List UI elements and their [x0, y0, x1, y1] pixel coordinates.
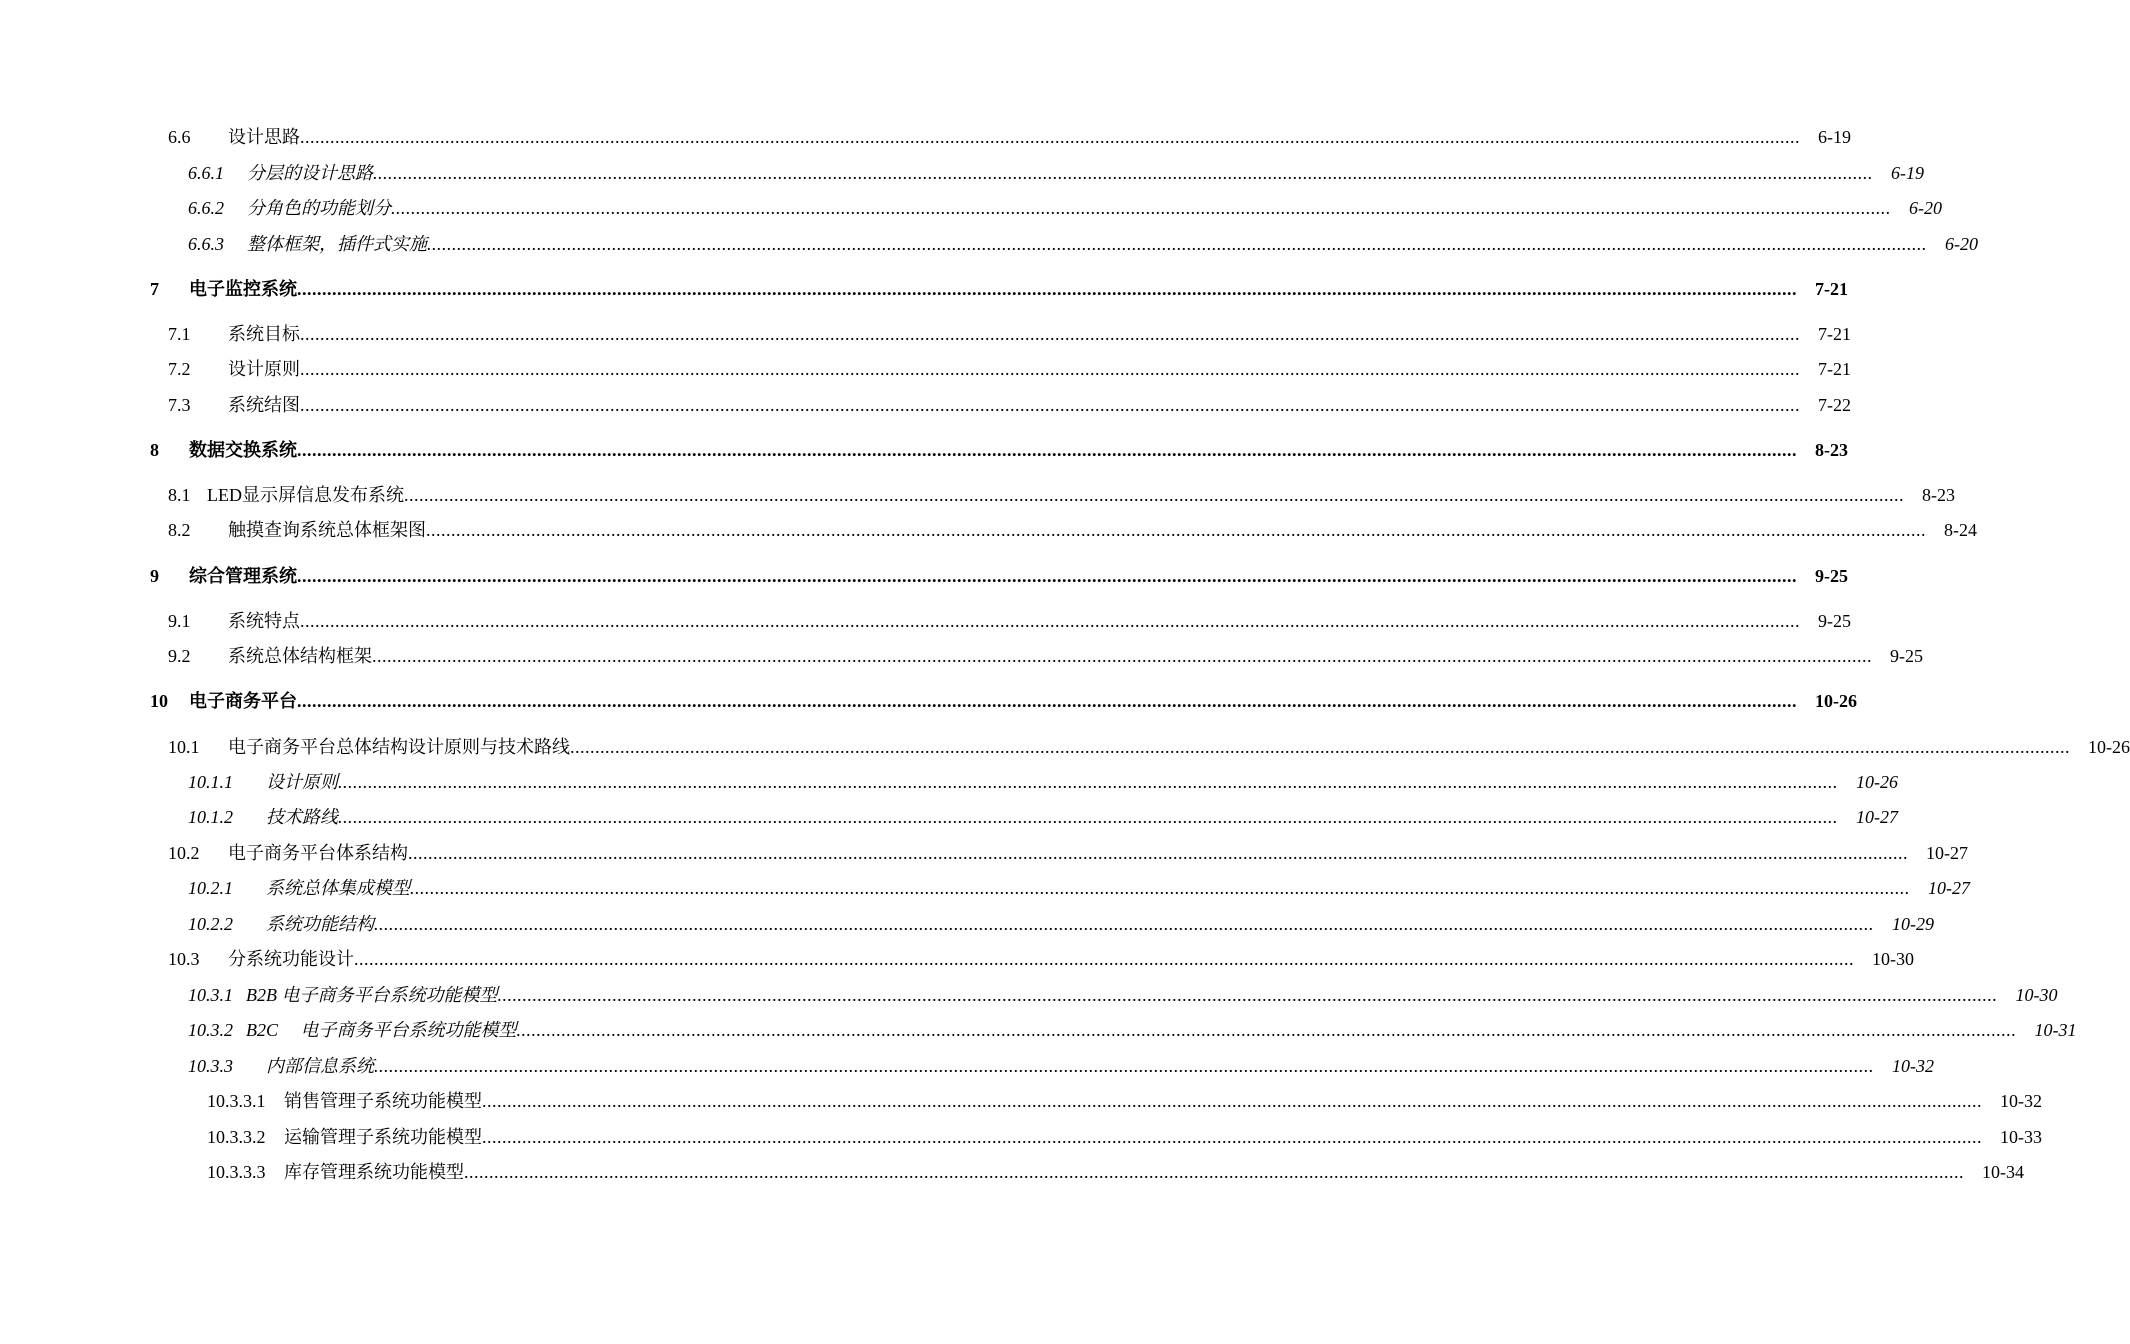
toc-entry[interactable]: [207, 1090, 2042, 1112]
toc-page-number: 10-27: [1926, 843, 1968, 863]
toc-page-number: 10-29: [1892, 914, 1934, 934]
leader-dots: ............................................................................................................................................................................................................................................................................................................: [410, 878, 1910, 898]
toc-number: 6.6.1: [188, 163, 224, 183]
toc-title: 系统特点: [228, 611, 300, 631]
toc-number: 10.1.1: [188, 772, 233, 792]
toc-page-number: 10-27: [1856, 807, 1898, 827]
toc-title: 设计原则: [228, 359, 300, 379]
leader-dots: ............................................................................................................................................................................................................................................................................................................: [373, 163, 1873, 183]
leader-dots: ............................................................................................................................................................................................................................................................................................................: [391, 198, 1891, 218]
toc-entry[interactable]: [168, 484, 1955, 506]
toc-title: 销售管理子系统功能模型: [284, 1091, 482, 1111]
toc-entry[interactable]: [188, 1019, 2077, 1041]
leader-dots: ............................................................................................................................................................................................................................................................................................................: [570, 737, 2070, 757]
toc-entry[interactable]: [168, 394, 1851, 416]
toc-entry[interactable]: [188, 913, 1934, 935]
leader-dots: ............................................................................................................................................................................................................................................................................................................: [300, 611, 1800, 631]
toc-number: 10.2.1: [188, 878, 233, 898]
toc-number: 7.3: [168, 395, 191, 415]
leader-dots: ............................................................................................................................................................................................................................................................................................................: [297, 440, 1797, 460]
leader-dots: ............................................................................................................................................................................................................................................................................................................: [464, 1162, 1964, 1182]
toc-title: 系统目标: [228, 324, 300, 344]
toc-entry[interactable]: [168, 519, 1977, 541]
leader-dots: ............................................................................................................................................................................................................................................................................................................: [374, 1056, 1874, 1076]
toc-number: 8: [150, 440, 159, 460]
leader-dots: ............................................................................................................................................................................................................................................................................................................: [426, 520, 1926, 540]
toc-entry[interactable]: [188, 984, 2058, 1006]
toc-title: 设计原则: [266, 772, 338, 792]
toc-entry[interactable]: [188, 197, 1942, 219]
leader-dots: ............................................................................................................................................................................................................................................................................................................: [297, 691, 1797, 711]
toc-title: 设计思路: [228, 127, 300, 147]
toc-page-number: 10-30: [1872, 949, 1914, 969]
toc-page-number: 7-21: [1815, 279, 1848, 299]
toc-number: 10.1.2: [188, 807, 233, 827]
toc-entry[interactable]: [188, 877, 1970, 899]
toc-number: 10.3.3.1: [207, 1091, 266, 1111]
toc-number: 9: [150, 566, 159, 586]
toc-entry[interactable]: [188, 1055, 1934, 1077]
toc-entry[interactable]: [168, 645, 1923, 667]
toc-page-number: 10-31: [2034, 1020, 2077, 1040]
toc-entry[interactable]: [150, 439, 1848, 461]
leader-dots: ............................................................................................................................................................................................................................................................................................................: [338, 772, 1838, 792]
leader-dots: ............................................................................................................................................................................................................................................................................................................: [300, 395, 1800, 415]
toc-title: 分角色的功能划分: [247, 198, 391, 218]
toc-page-number: 10-32: [1892, 1056, 1934, 1076]
toc-page-number: 6-19: [1818, 127, 1851, 147]
toc-page-number: 10-27: [1928, 878, 1970, 898]
toc-page-number: 9-25: [1815, 566, 1848, 586]
toc-entry[interactable]: [188, 771, 1898, 793]
toc-page-number: 6-20: [1945, 234, 1978, 254]
toc-number: 10.3.3.2: [207, 1127, 266, 1147]
toc-number: 8.1: [168, 485, 191, 505]
toc-title: 运输管理子系统功能模型: [284, 1127, 482, 1147]
toc-entry[interactable]: [168, 842, 1968, 864]
toc-page-number: 10-33: [2000, 1127, 2042, 1147]
toc-page-number: 6-19: [1891, 163, 1924, 183]
toc-number: 10.2: [168, 843, 200, 863]
toc-title: 电子商务平台: [189, 691, 297, 711]
toc-number: 6.6: [168, 127, 191, 147]
leader-dots: ............................................................................................................................................................................................................................................................................................................: [516, 1020, 2017, 1040]
leader-dots: ............................................................................................................................................................................................................................................................................................................: [297, 279, 1797, 299]
toc-number: 8.2: [168, 520, 191, 540]
toc-title: 整体框架，插件式实施: [247, 234, 427, 254]
toc-number: 9.1: [168, 611, 191, 631]
toc-number: 10.2.2: [188, 914, 233, 934]
leader-dots: ............................................................................................................................................................................................................................................................................................................: [297, 566, 1797, 586]
toc-entry[interactable]: [168, 323, 1851, 345]
toc-page-number: 10-26: [2088, 737, 2130, 757]
toc-number: 7: [150, 279, 159, 299]
toc-title: B2B 电子商务平台系统功能模型: [246, 985, 498, 1005]
toc-page-number: 9-25: [1818, 611, 1851, 631]
toc-number: 6.6.3: [188, 234, 224, 254]
leader-dots: ............................................................................................................................................................................................................................................................................................................: [497, 985, 1998, 1005]
leader-dots: ............................................................................................................................................................................................................................................................................................................: [408, 843, 1908, 863]
toc-title: LED显示屏信息发布系统: [207, 485, 404, 505]
toc-page-number: 10-30: [2015, 985, 2058, 1005]
toc-number: 10.3.3: [188, 1056, 233, 1076]
leader-dots: ............................................................................................................................................................................................................................................................................................................: [427, 234, 1927, 254]
leader-dots: ............................................................................................................................................................................................................................................................................................................: [300, 324, 1800, 344]
leader-dots: ............................................................................................................................................................................................................................................................................................................: [300, 127, 1800, 147]
leader-dots: ............................................................................................................................................................................................................................................................................................................: [404, 485, 1904, 505]
toc-entry[interactable]: [150, 690, 1857, 712]
toc-number: 10.3.1: [188, 985, 233, 1005]
leader-dots: ............................................................................................................................................................................................................................................................................................................: [374, 914, 1874, 934]
toc-page-number: 10-26: [1815, 691, 1857, 711]
toc-number: 7.2: [168, 359, 191, 379]
toc-title: 电子商务平台体系结构: [228, 843, 408, 863]
leader-dots: ............................................................................................................................................................................................................................................................................................................: [372, 646, 1872, 666]
toc-page-number: 6-20: [1909, 198, 1942, 218]
toc-number: 10: [150, 691, 168, 711]
toc-entry[interactable]: [188, 806, 1898, 828]
toc-title: 库存管理系统功能模型: [284, 1162, 464, 1182]
leader-dots: ............................................................................................................................................................................................................................................................................................................: [354, 949, 1854, 969]
toc-title: B2C 电子商务平台系统功能模型: [246, 1020, 517, 1040]
toc-page-number: 10-32: [2000, 1091, 2042, 1111]
leader-dots: ............................................................................................................................................................................................................................................................................................................: [482, 1127, 1982, 1147]
toc-entry[interactable]: [207, 1126, 2042, 1148]
toc-title: 电子商务平台总体结构设计原则与技术路线: [228, 737, 570, 757]
leader-dots: ............................................................................................................................................................................................................................................................................................................: [300, 359, 1800, 379]
toc-title: 系统功能结构: [266, 914, 374, 934]
toc-number: 6.6.2: [188, 198, 224, 218]
toc-title: 电子监控系统: [189, 279, 297, 299]
toc-number: 7.1: [168, 324, 191, 344]
toc-page-number: 8-24: [1944, 520, 1977, 540]
toc-page-number: 7-21: [1818, 324, 1851, 344]
toc-entry[interactable]: [168, 610, 1851, 632]
toc-entry[interactable]: [168, 948, 1914, 970]
toc-title: 综合管理系统: [189, 566, 297, 586]
toc-page-number: 8-23: [1922, 485, 1955, 505]
toc-title: 数据交换系统: [189, 440, 297, 460]
toc-title: 系统结图: [228, 395, 300, 415]
toc-page-number: 10-26: [1856, 772, 1898, 792]
leader-dots: ............................................................................................................................................................................................................................................................................................................: [482, 1091, 1982, 1111]
toc-page-number: 7-21: [1818, 359, 1851, 379]
toc-title: 系统总体集成模型: [266, 878, 410, 898]
toc-title: 内部信息系统: [266, 1056, 374, 1076]
toc-number: 9.2: [168, 646, 191, 666]
toc-entry[interactable]: [150, 565, 1848, 587]
toc-number: 10.1: [168, 737, 200, 757]
toc-page-number: 9-25: [1890, 646, 1923, 666]
toc-title: 系统总体结构框架: [228, 646, 372, 666]
toc-entry[interactable]: [150, 278, 1848, 300]
leader-dots: ............................................................................................................................................................................................................................................................................................................: [338, 807, 1838, 827]
toc-entry[interactable]: [168, 736, 2130, 758]
toc-number: 10.3: [168, 949, 200, 969]
toc-entry[interactable]: [168, 358, 1851, 380]
toc-entry[interactable]: [168, 126, 1851, 148]
toc-title: 分系统功能设计: [228, 949, 354, 969]
toc-page-number: 8-23: [1815, 440, 1848, 460]
toc-page-number: 10-34: [1982, 1162, 2024, 1182]
toc-title: 触摸查询系统总体框架图: [228, 520, 426, 540]
toc-title: 技术路线: [266, 807, 338, 827]
toc-entry[interactable]: [188, 233, 1978, 255]
toc-number: 10.3.2: [188, 1020, 233, 1040]
toc-page-number: 7-22: [1818, 395, 1851, 415]
toc-number: 10.3.3.3: [207, 1162, 266, 1182]
toc-entry[interactable]: [188, 162, 1924, 184]
toc-title: 分层的设计思路: [247, 163, 373, 183]
toc-entry[interactable]: [207, 1161, 2024, 1183]
